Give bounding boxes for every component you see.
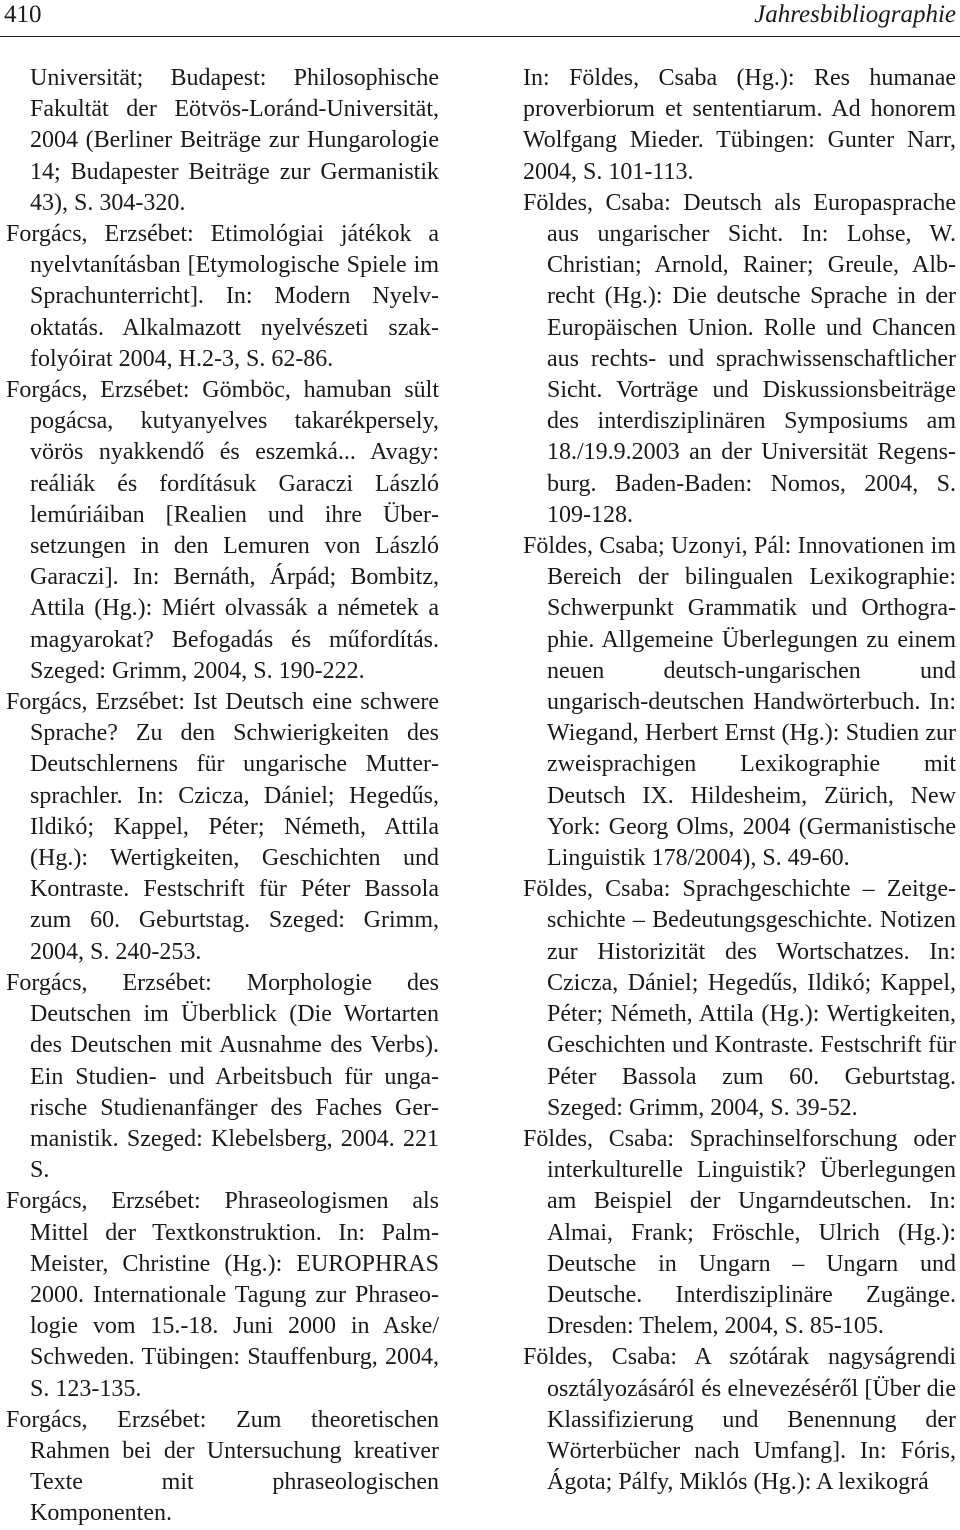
running-title: Jahresbibliographie — [754, 1, 956, 28]
bibliography-entry: Forgács, Erzsébet: Phraseologismen als Mittel der Textkonstruktion. In: Palm-Meister, Christine (Hg.): EUROPHRAS 2000. Internationale Tagung zur Phraseologie vom 15.-18. Juni 2000 in Aske/ Schweden. Tübingen: Stauffenburg, 2004, S. 123-135. — [6, 1188, 439, 1402]
page-header — [0, 0, 960, 37]
bibliography-entry: Forgács, Erzsébet: Zum theoretischen Rahmen bei der Untersuchung kreativer Texte mit phraseologischen Komponenten. — [6, 1406, 439, 1527]
bibliography-entry: Forgács, Erzsébet: Ist Deutsch eine schwere Sprache? Zu den Schwierigkeiten des Deutschlernens für ungarische Muttersprachler. In: Czicza, Dániel; Hegedűs, Ildikó; Kappel, Péter; Németh, Attila (Hg.): Wertigkeiten, Geschichten und Kontraste. Festschrift für Péter Bassola zum 60. Geburtstag. Szeged: Grimm, 2004, S. 240-253. — [6, 689, 439, 965]
bibliography-entry: Universität; Budapest: Philosophische Fakultät der Eötvös-Loránd-Universität, 2004 (Berliner Beiträge zur Hungarologie 14; Budapester Beiträge zur Germanistik 43), S. 304-320. — [30, 65, 439, 216]
left-column — [6, 63, 439, 1530]
right-column — [523, 63, 956, 1498]
bibliography-entry: Forgács, Erzsébet: Gömböc, hamuban sült pogácsa, kutyanyelves takarékpersely, vörös nyakkendő és eszemká... Avagy: reáliák és fordításuk Garaczi László lemúriáiban [Realien und ihre Übersetzungen in den Lemuren von László Garaczi]. In: Bernáth, Árpád; Bombitz, Attila (Hg.): Miért olvassák a németek a magyarokat? Befogadás és műfordítás. Szeged: Grimm, 2004, S. 190-222. — [6, 377, 439, 684]
bibliography-entry: Földes, Csaba: Sprachinselforschung oder interkulturelle Linguistik? Überlegungen am Beispiel der Ungarndeutschen. In: Almai, Frank; Fröschle, Ulrich (Hg.): Deutsche in Ungarn – Ungarn und Deutsche. Interdisziplinäre Zugänge. Dresden: Thelem, 2004, S. 85-105. — [523, 1125, 956, 1340]
bibliography-entry: Forgács, Erzsébet: Morphologie des Deutschen im Überblick (Die Wortarten des Deutschen mit Ausnahme des Verbs). Ein Studien- und Arbeitsbuch für ungarische Studienanfänger des Faches Germanistik. Szeged: Klebelsberg, 2004. 221 S. — [6, 969, 439, 1184]
bibliography-entry: Földes, Csaba: Deutsch als Europasprache aus ungarischer Sicht. In: Lohse, W. Christian; Arnold, Rainer; Greule, Albrecht (Hg.): Die deutsche Sprache in der Europäischen Union. Rolle und Chancen aus rechts- und sprachwissenschaftlicher Sicht. Vorträge und Diskussionsbeiträge des interdisziplinären Symposiums am 18./19.9.2003 an der Universität Regensburg. Baden-Baden: Nomos, 2004, S. 109-128. — [523, 189, 956, 528]
bibliography-entry: Forgács, Erzsébet: Etimológiai játékok a nyelvtanításban [Etymologische Spiele im Sprachunterricht]. In: Modern Nyelvoktatás. Alkalmazott nyelvészeti szakfolyóirat 2004, H.2-3, S. 62-86. — [6, 221, 439, 372]
bibliography-entry: Földes, Csaba: A szótárak nagyságrendi osztályozásáról és elnevezéséről [Über die Klassifizierung und Benennung der Wörterbücher nach Umfang]. In: Fóris, Ágota; Pálfy, Miklós (Hg.): A lexikográ — [523, 1344, 956, 1496]
bibliography-entry: Földes, Csaba: Sprachgeschichte – Zeitgeschichte – Bedeutungsgeschichte. Notizen zur Historizität des Wortschatzes. In: Czicza, Dániel; Hegedűs, Ildikó; Kappel, Péter; Németh, Attila (Hg.): Wertigkeiten, Geschichten und Kontraste. Festschrift für Péter Bassola zum 60. Geburtstag. Szeged: Grimm, 2004, S. 39-52. — [523, 876, 956, 1121]
bibliography-entry: Földes, Csaba; Uzonyi, Pál: Innovationen im Bereich der bilingualen Lexikographie: Schwerpunkt Grammatik und Orthographie. Allgemeine Überlegungen zu einem neuen deutsch-ungarischen und ungarisch-deutschen Handwörterbuch. In: Wiegand, Herbert Ernst (Hg.): Studien zur zweisprachigen Lexikographie mit Deutsch IX. Hildesheim, Zürich, New York: Georg Olms, 2004 (Germanistische Linguistik 178/2004), S. 49-60. — [523, 533, 956, 872]
bibliography-entry: In: Földes, Csaba (Hg.): Res humanae proverbiorum et sententiarum. Ad honorem Wolfgang Mieder. Tübingen: Gunter Narr, 2004, S. 101-113. — [523, 65, 956, 185]
page-number: 410 — [4, 1, 42, 28]
